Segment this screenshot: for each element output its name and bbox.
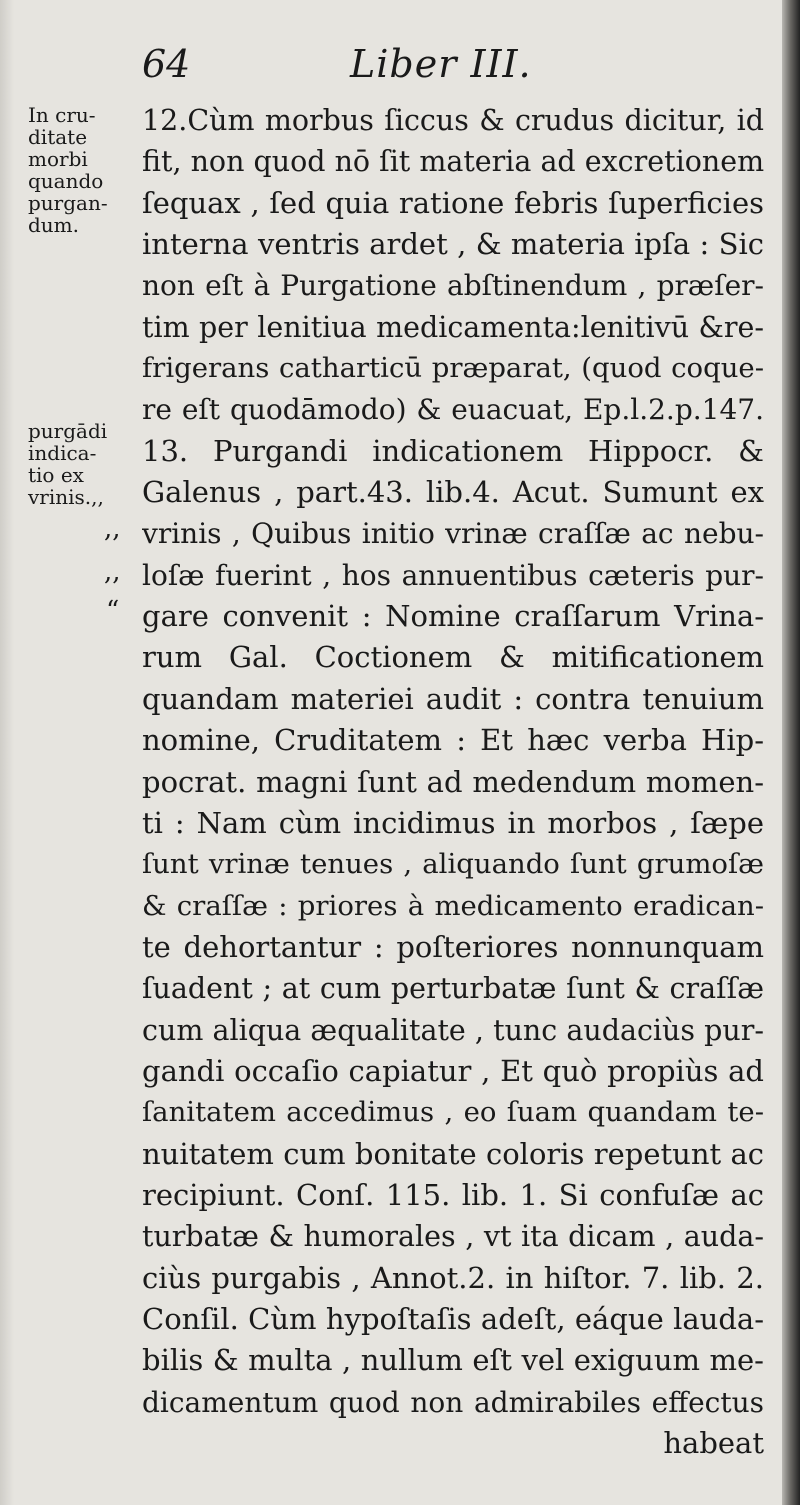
body-text [142,100,764,1464]
page-gutter-shadow [0,0,14,1505]
text-line: 13. Purgandi indicationem Hippocr. & [142,433,764,468]
text-line: quandam materiei audit : contra tenuium [142,681,764,716]
marginal-note-line: In cru- [28,103,96,127]
text-line: nomine, Cruditatem : Et hæc verba Hip- [142,723,764,758]
text-line: bilis & multa , nullum eſt vel exiguum me- [142,1343,764,1378]
running-head: Liber III. [350,42,532,86]
text-line: nuitatem cum bonitate coloris repetunt ac [142,1136,764,1171]
marginal-note-cruditate [28,104,140,236]
text-line: Conſil. Cùm hypoſtaſis adeſt, eáque lauda- [142,1301,764,1336]
marginal-note-line: purgan- [28,191,108,215]
text-line: ti : Nam cùm incidimus in morbos , ſæpe [142,805,764,840]
marginal-note-purgandi [28,420,140,508]
text-line: re eſt quodāmodo) & euacuat, Ep.l.2.p.147. [142,393,764,427]
text-line: gare convenit : Nomine craſſarum Vrina- [142,599,764,634]
text-line: interna ventris ardet , & materia ipſa : Sic [142,227,764,262]
marginal-note-line: morbi [28,147,88,171]
marginal-note-line: quando [28,169,104,193]
text-line: ſuadent ; at cum perturbatæ ſunt & craſſæ [142,972,764,1006]
page-edge-shadow [782,0,800,1505]
text-line: ſanitatem accedimus , eo ſuam quandam te- [142,1096,764,1129]
marginal-note-line: indica- [28,441,97,465]
text-line: non eſt à Purgatione abſtinendum , præſer- [142,269,764,303]
text-line: tim per lenitiua medicamenta:lenitivū &re- [142,310,764,344]
marginal-note-line: vrinis.,, [28,485,104,509]
quotation-mark: “ [106,596,120,626]
text-line: gandi occaſio capiatur , Et quò propiùs ad [142,1053,764,1088]
text-line: loſæ fuerint , hos annuentibus cæteris pur- [142,558,764,592]
text-line: dicamentum quod non admirabiles effectus [142,1385,764,1419]
text-line: 12.Cùm morbus ſiccus & crudus dicitur, id [142,104,764,137]
text-line: habeat [663,1426,764,1460]
quotation-mark: ,, [104,557,121,587]
quotation-mark: ,, [104,514,121,544]
text-line: recipiunt. Conſ. 115. lib. 1. Si confuſæ ac [142,1177,764,1212]
text-line: Galenus , part.43. lib.4. Acut. Sumunt ex [142,475,764,510]
page-number: 64 [142,42,191,86]
marginal-note-line: dum. [28,213,80,237]
text-line: vrinis , Quibus initio vrinæ craſſæ ac nebu- [142,517,764,551]
text-line: rum Gal. Coctionem & mitificationem [142,640,764,675]
text-line: te dehortantur : poſteriores nonnunquam [142,929,764,964]
text-line: ciùs purgabis , Annot.2. in hiſtor. 7. lib. 2. [142,1260,764,1295]
marginal-note-line: tio ex [28,463,84,487]
text-line: turbatæ & humorales , vt ita dicam , auda- [142,1220,764,1254]
marginal-note-line: purgādi [28,419,108,443]
text-line: cum aliqua æqualitate , tunc audaciùs pur- [142,1013,764,1047]
text-line: fit, non quod nō ſit materia ad excretionem [142,145,764,179]
text-line: pocrat. magni ſunt ad medendum momen- [142,764,764,799]
text-line: ſequax , ſed quia ratione febris ſuperficies [142,185,764,220]
text-line: ſunt vrinæ tenues , aliquando ſunt grumoſæ [142,848,764,881]
marginal-note-line: ditate [28,125,88,149]
page-header [142,42,762,92]
text-line: & craſſæ : priores à medicamento eradican- [142,889,764,922]
text-line: frigerans catharticū præparat, (quod coque- [142,352,764,385]
